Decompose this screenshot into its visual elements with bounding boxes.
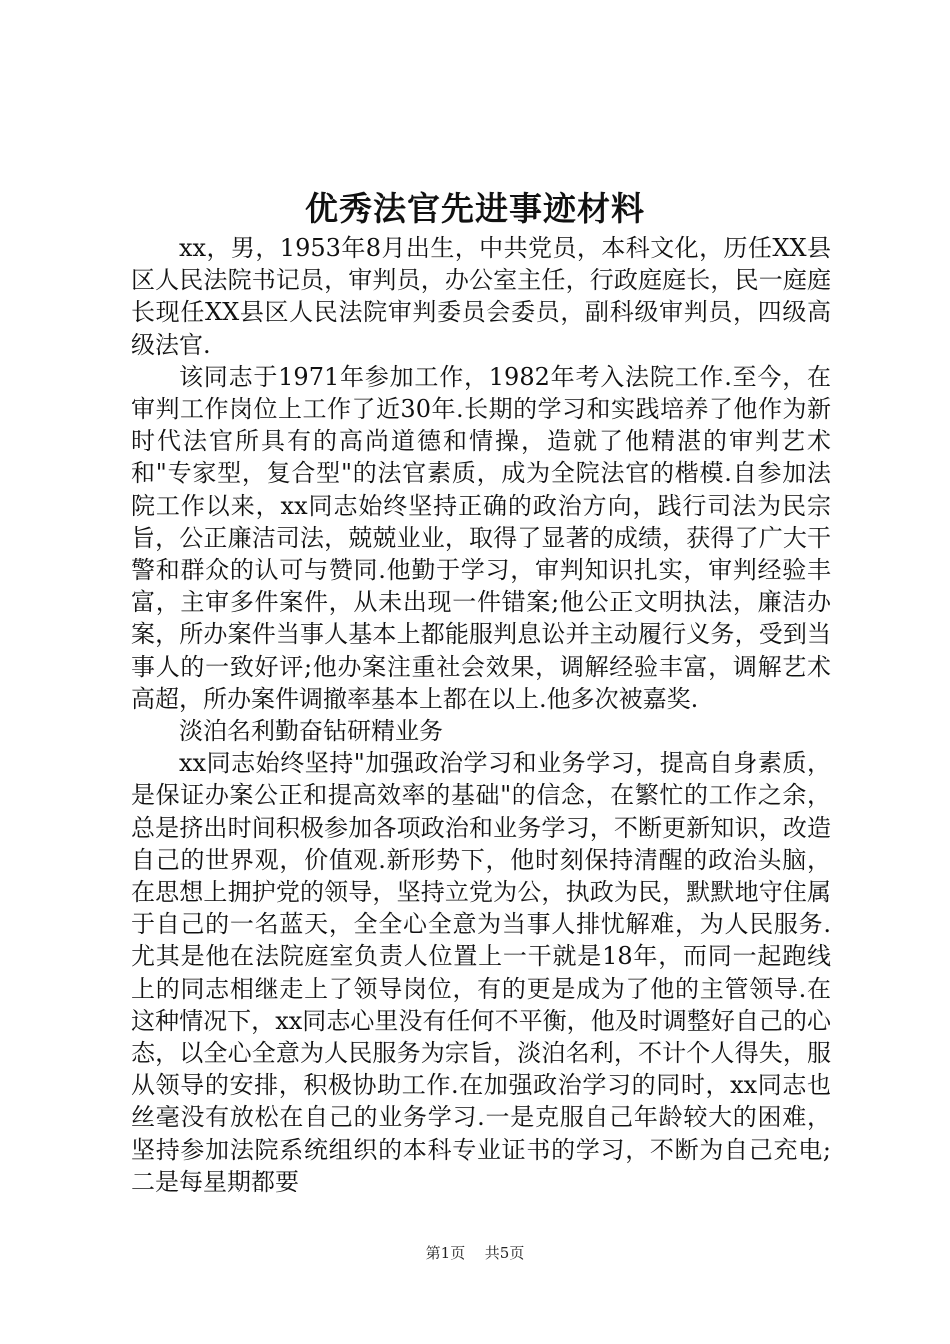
page-footer bbox=[0, 1243, 950, 1263]
page-total: 共5页 bbox=[484, 1244, 525, 1262]
document-body bbox=[131, 232, 831, 1198]
paragraph-career: 该同志于1971年参加工作，1982年考入法院工作.至今，在审判工作岗位上工作了近30年.长期的学习和实践培养了他作为新时代法官所具有的高尚道德和情操，造就了他精湛的审判艺术和"专家型，复合型"的法官素质，成为全院法官的楷模.自参加法院工作以来，xx同志始终坚持正确的政治方向，践行司法为民宗旨，公正廉洁司法，兢兢业业，取得了显著的成绩，获得了广大干警和群众的认可与赞同.他勤于学习，审判知识扎实，审判经验丰富，主审多件案件，从未出现一件错案;他公正文明执法，廉洁办案，所办案件当事人基本上都能服判息讼并主动履行义务，受到当事人的一致好评;他办案注重社会效果，调解经验丰富，调解艺术高超，所办案件调撤率基本上都在以上.他多次被嘉奖. bbox=[131, 362, 831, 713]
paragraph-study: xx同志始终坚持"加强政治学习和业务学习，提高自身素质，是保证办案公正和提高效率的基础"的信念，在繁忙的工作之余，总是挤出时间积极参加各项政治和业务学习，不断更新知识，改造自己的世界观，价值观.新形势下，他时刻保持清醒的政治头脑，在思想上拥护党的领导，坚持立党为公，执政为民，默默地守住属于自己的一名蓝天，全全心全意为当事人排忧解难，为人民服务.尤其是他在法院庭室负责人位置上一干就是18年，而同一起跑线上的同志相继走上了领导岗位，有的更是成为了他的主管领导.在这种情况下，xx同志心里没有任何不平衡，他及时调整好自己的心态，以全心全意为人民服务为宗旨，淡泊名利，不计个人得失，服从领导的安排，积极协助工作.在加强政治学习的同时，xx同志也丝毫没有放松在自己的业务学习.一是克服自己年龄较大的困难，坚持参加法院系统组织的本科专业证书的学习，不断为自己充电;二是每星期都要 bbox=[131, 749, 831, 1196]
section-heading: 淡泊名利勤奋钻研精业务 bbox=[179, 717, 443, 746]
document-title: 优秀法官先进事迹材料 bbox=[305, 189, 645, 228]
page-number: 第1页 bbox=[425, 1244, 466, 1262]
paragraph-profile: xx，男，1953年8月出生，中共党员，本科文化，历任XX县区人民法院书记员，审判员，办公室主任，行政庭庭长，民一庭庭长现任XX县区人民法院审判委员会委员，副科级审判员，四级高级法官. bbox=[131, 234, 831, 359]
